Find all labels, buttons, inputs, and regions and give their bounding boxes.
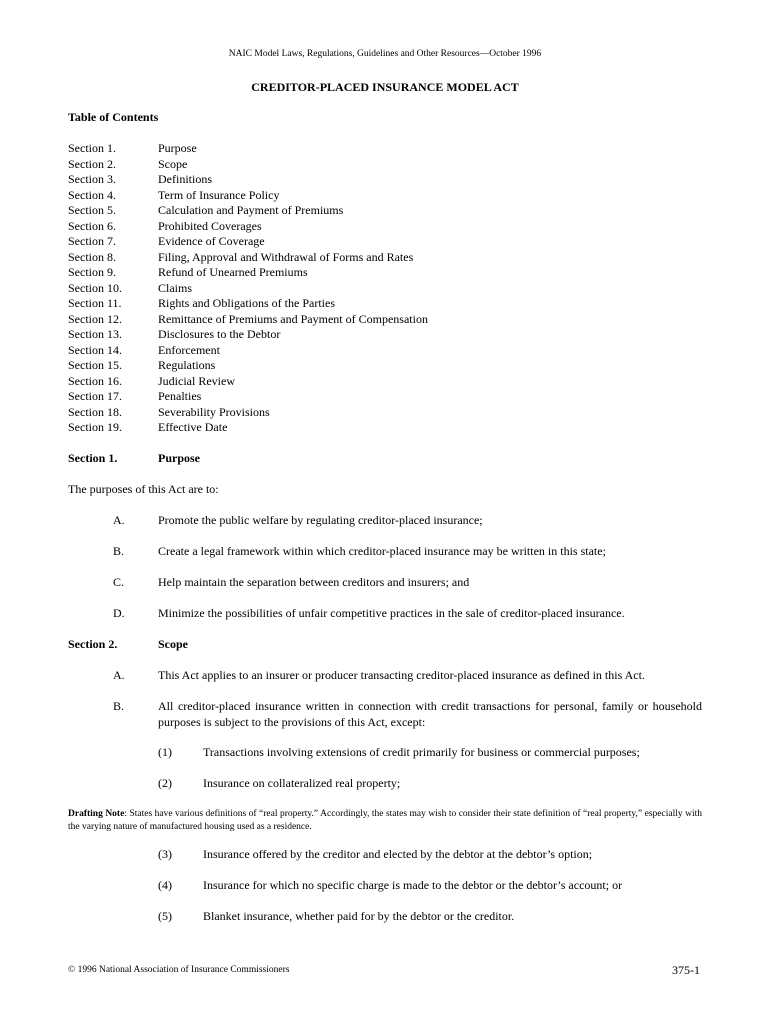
toc-section-number: Section 3. — [68, 172, 116, 186]
footer-page-number: 375-1 — [672, 963, 700, 977]
toc-section-title: Rights and Obligations of the Parties — [158, 296, 335, 310]
toc-row — [68, 374, 428, 390]
drafting-note — [68, 808, 702, 833]
drafting-note-text: : States have various definitions of “real property.” Accordingly, the states may wish to consider their state definition of “real property,” especially with the varying nature of manufactured housing used as a residence. — [68, 809, 702, 832]
toc-section-number: Section 4. — [68, 187, 116, 202]
section2-item-b-text: All creditor-placed insurance written in connection with credit transactions for personal, family or household purposes is subject to the provisions of this Act, except: — [158, 699, 702, 729]
toc-row — [68, 250, 428, 266]
exception-3-label: (3) — [158, 847, 172, 861]
section2-title: Scope — [158, 637, 188, 651]
toc-section-number: Section 14. — [68, 342, 122, 357]
section1-item-a-label: A. — [113, 513, 125, 527]
toc-section-number: Section 11. — [68, 296, 122, 310]
section2-number: Section 2. — [68, 637, 118, 651]
exception-1-label: (1) — [158, 745, 172, 759]
section1-number: Section 1. — [68, 451, 118, 465]
toc-row — [68, 219, 428, 235]
toc-section-title: Refund of Unearned Premiums — [158, 265, 308, 279]
toc-section-number: Section 18. — [68, 404, 122, 419]
toc-section-title: Regulations — [158, 358, 216, 372]
section1-intro: The purposes of this Act are to: — [68, 482, 219, 496]
toc-row — [68, 141, 428, 157]
section1-item-b-label: B. — [113, 544, 125, 558]
section2-item-b-label: B. — [113, 699, 125, 713]
toc-section-title: Scope — [158, 156, 188, 171]
toc-section-title: Purpose — [158, 141, 197, 155]
toc-section-title: Definitions — [158, 172, 212, 186]
toc-section-title: Penalties — [158, 389, 202, 403]
section1-item-a-text: Promote the public welfare by regulating creditor-placed insurance; — [158, 513, 483, 527]
section1-item-d-label: D. — [113, 606, 125, 620]
toc-section-number: Section 7. — [68, 234, 116, 248]
toc-section-title: Calculation and Payment of Premiums — [158, 203, 344, 217]
toc-section-number: Section 10. — [68, 280, 122, 295]
exception-3-text: Insurance offered by the creditor and elected by the debtor at the debtor’s option; — [203, 847, 593, 861]
toc-section-title: Severability Provisions — [158, 404, 270, 419]
toc-row — [68, 389, 428, 405]
exception-4-text: Insurance for which no specific charge is made to the debtor or the debtor’s account; or — [203, 878, 623, 892]
toc-row — [68, 343, 428, 359]
toc-section-title: Prohibited Coverages — [158, 218, 262, 233]
toc-section-number: Section 12. — [68, 311, 122, 326]
running-header: NAIC Model Laws, Regulations, Guidelines and Other Resources—October 1996 — [228, 49, 542, 59]
exception-2-text: Insurance on collateralized real property; — [203, 776, 401, 790]
toc-row — [68, 188, 428, 204]
toc-section-number: Section 5. — [68, 203, 116, 217]
toc-row — [68, 281, 428, 297]
toc-section-number: Section 19. — [68, 420, 122, 434]
section1-item-c-text: Help maintain the separation between creditors and insurers; and — [158, 575, 470, 589]
table-of-contents — [68, 141, 428, 436]
exception-5-label: (5) — [158, 909, 172, 923]
toc-section-number: Section 15. — [68, 358, 122, 372]
toc-section-title: Remittance of Premiums and Payment of Compensation — [158, 311, 428, 326]
toc-row — [68, 172, 428, 188]
toc-row — [68, 265, 428, 281]
toc-section-title: Term of Insurance Policy — [158, 187, 280, 202]
toc-row — [68, 296, 428, 312]
footer-copyright: © 1996 National Association of Insurance Commissioners — [68, 965, 290, 975]
exception-2-label: (2) — [158, 776, 172, 790]
exception-1-text: Transactions involving extensions of credit primarily for business or commercial purposes; — [203, 745, 640, 759]
section1-item-b-text: Create a legal framework within which creditor-placed insurance may be written in this state; — [158, 544, 606, 558]
section2-item-a-label: A. — [113, 668, 125, 682]
toc-section-title: Claims — [158, 280, 193, 295]
toc-row — [68, 203, 428, 219]
toc-section-number: Section 8. — [68, 249, 116, 264]
toc-section-title: Disclosures to the Debtor — [158, 327, 281, 341]
toc-section-number: Section 13. — [68, 327, 122, 341]
toc-section-title: Evidence of Coverage — [158, 234, 265, 248]
toc-section-title: Filing, Approval and Withdrawal of Forms and Rates — [158, 249, 414, 264]
section1-item-c-label: C. — [113, 575, 125, 589]
toc-section-number: Section 16. — [68, 373, 122, 388]
toc-section-number: Section 6. — [68, 218, 116, 233]
drafting-note-label: Drafting Note — [68, 809, 125, 819]
toc-row — [68, 234, 428, 250]
toc-row — [68, 405, 428, 421]
toc-section-number: Section 17. — [68, 389, 122, 403]
toc-section-title: Judicial Review — [158, 373, 235, 388]
toc-row — [68, 358, 428, 374]
toc-section-number: Section 9. — [68, 265, 116, 279]
toc-section-title: Effective Date — [158, 420, 228, 434]
toc-row — [68, 420, 428, 436]
section1-title: Purpose — [158, 451, 200, 465]
section2-item-a-text: This Act applies to an insurer or producer transacting creditor-placed insurance as defined in this Act. — [158, 668, 645, 682]
section1-item-d-text: Minimize the possibilities of unfair competitive practices in the sale of creditor-placed insurance. — [158, 606, 625, 620]
toc-row — [68, 327, 428, 343]
exception-5-text: Blanket insurance, whether paid for by the debtor or the creditor. — [203, 909, 515, 923]
toc-row — [68, 157, 428, 173]
toc-section-number: Section 1. — [68, 141, 116, 155]
exception-4-label: (4) — [158, 878, 172, 892]
toc-heading: Table of Contents — [68, 110, 159, 124]
toc-row — [68, 312, 428, 328]
toc-section-number: Section 2. — [68, 156, 116, 171]
toc-section-title: Enforcement — [158, 342, 220, 357]
document-title: CREDITOR-PLACED INSURANCE MODEL ACT — [251, 80, 519, 94]
